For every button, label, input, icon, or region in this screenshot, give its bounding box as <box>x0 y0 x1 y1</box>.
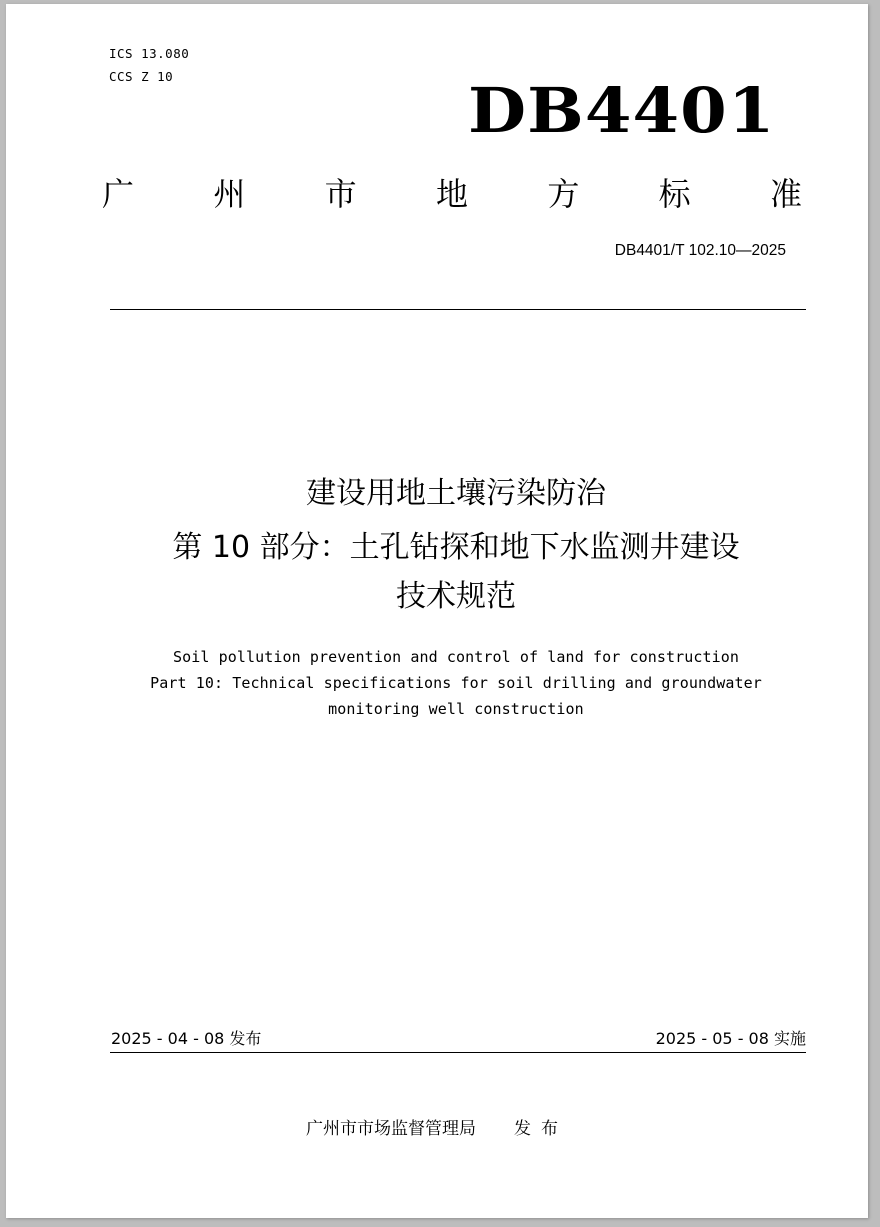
english-title-line-3: monitoring well construction <box>328 700 584 718</box>
bottom-divider <box>110 1052 806 1053</box>
english-title-line-1: Soil pollution prevention and control of land for construction <box>172 648 740 666</box>
ccs-code: CCS Z 10 <box>109 69 174 84</box>
standard-type-char: 州 <box>213 175 246 213</box>
issuer-name: 广州市市场监督管理局 <box>306 1119 476 1139</box>
issuer-line <box>6 1114 868 1139</box>
standard-number: DB4401/T 102.10—2025 <box>614 242 786 259</box>
standard-type-char: 标 <box>658 175 691 213</box>
chinese-title-line-1: 建设用地土壤污染防治 <box>306 476 606 511</box>
standard-type-char: 地 <box>435 175 468 213</box>
standard-type-char: 市 <box>324 175 357 213</box>
document-page <box>6 4 868 1218</box>
standard-type-title <box>102 169 802 215</box>
standard-type-char: 准 <box>769 175 802 213</box>
publish-date: 2025 - 04 - 08 发布 <box>111 1029 262 1048</box>
top-divider <box>110 309 806 310</box>
chinese-title-line-2: 第 10 部分：土孔钻探和地下水监测井建设 <box>172 530 740 565</box>
standard-type-char: 广 <box>102 175 135 213</box>
effective-date: 2025 - 05 - 08 实施 <box>655 1029 806 1048</box>
chinese-title-line-3: 技术规范 <box>396 579 516 614</box>
standard-type-char: 方 <box>547 175 580 213</box>
standard-code-logo: DB4401 <box>468 74 776 147</box>
english-title-line-2: Part 10: Technical specifications for soil drilling and groundwater <box>150 674 762 692</box>
ics-code: ICS 13.080 <box>109 46 190 61</box>
issuer-action: 发布 <box>514 1119 568 1139</box>
